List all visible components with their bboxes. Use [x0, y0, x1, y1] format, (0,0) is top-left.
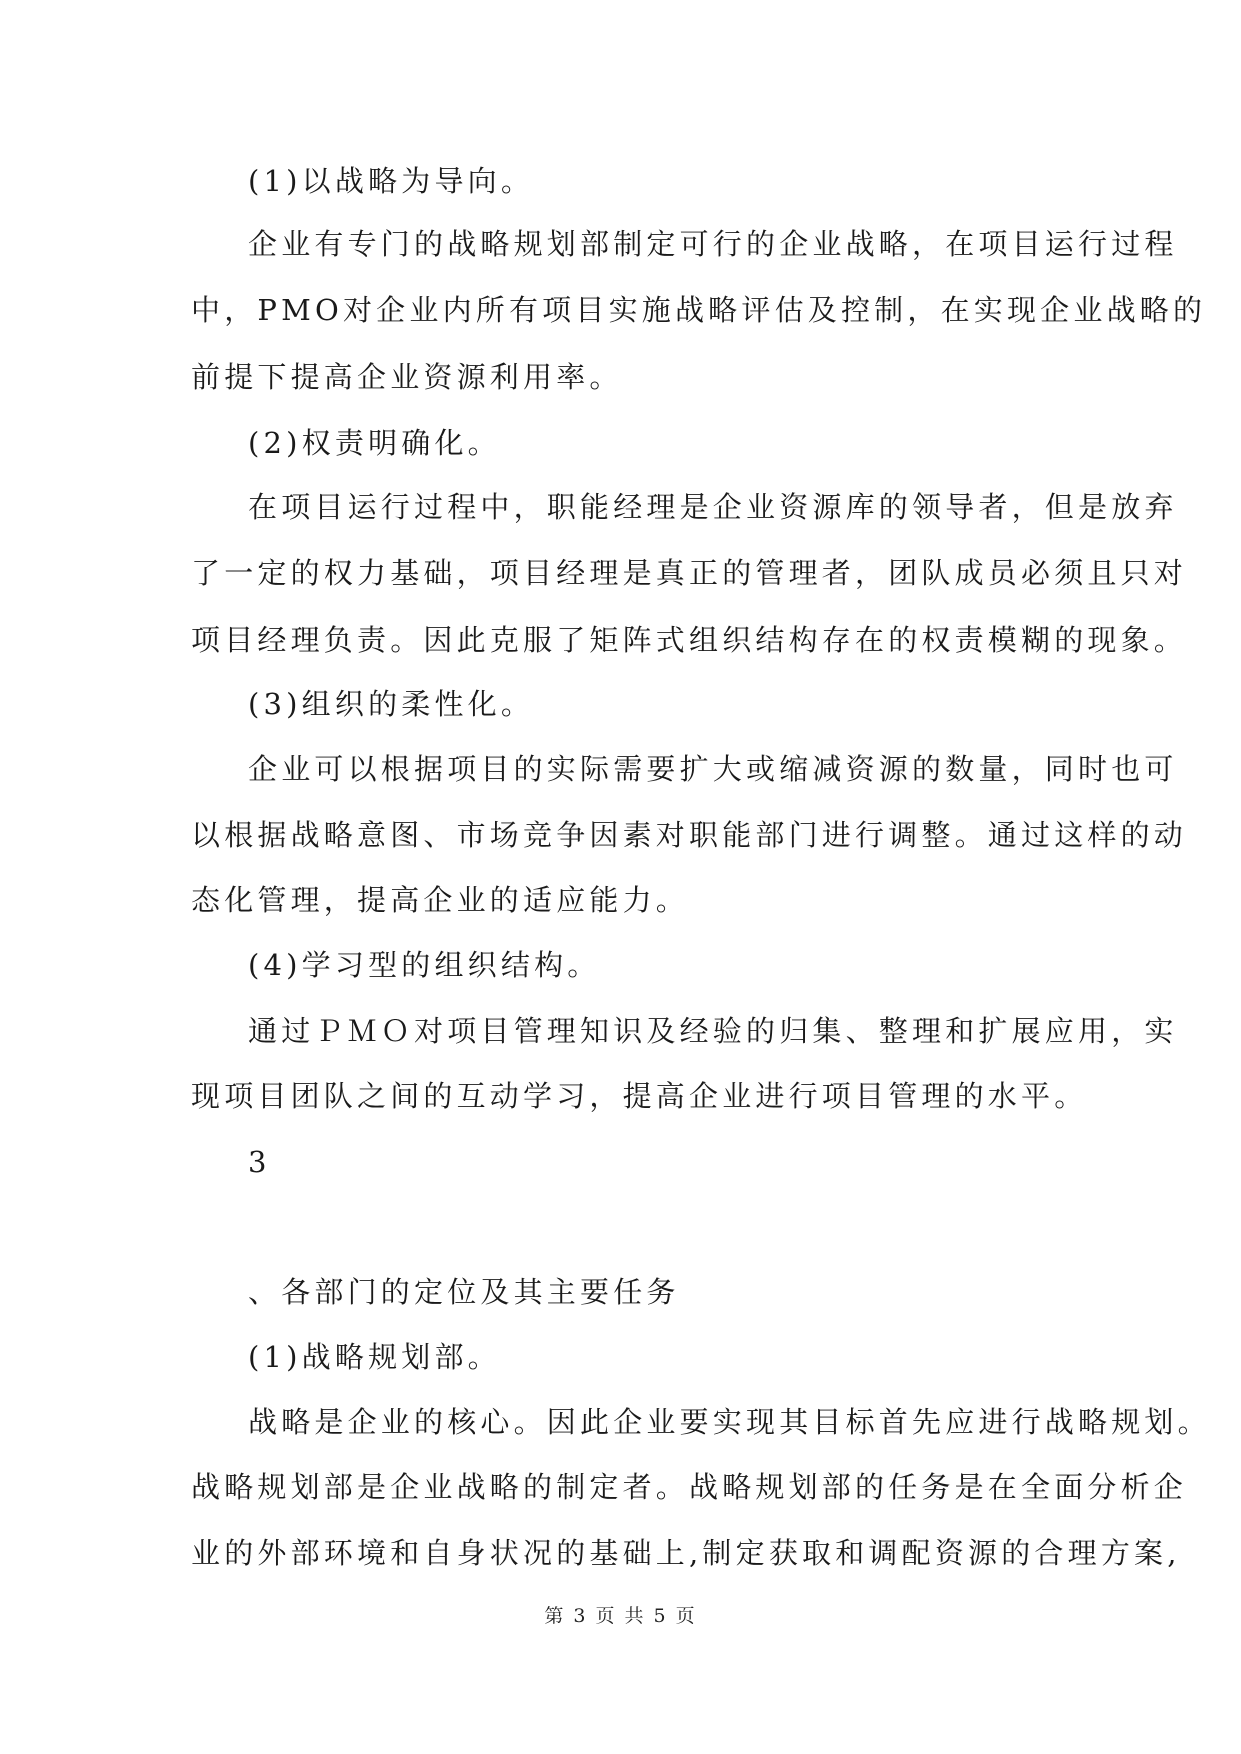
- page-footer: 第 3 页 共 5 页: [544, 1605, 697, 1627]
- paragraph-line: 业的外部环境和自身状况的基础上,制定获取和调配资源的合理方案,: [191, 1536, 1181, 1570]
- paragraph-line: 以根据战略意图、市场竞争因素对职能部门进行调整。通过这样的动: [191, 818, 1188, 852]
- heading-clear-responsibility: (2)权责明确化。: [248, 426, 501, 460]
- heading-strategy-oriented: (1)以战略为导向。: [248, 164, 535, 198]
- paragraph-line: 企业有专门的战略规划部制定可行的企业战略，在项目运行过程: [248, 227, 1178, 261]
- section-title: 、各部门的定位及其主要任务: [248, 1275, 680, 1309]
- paragraph-line: 通过ＰＭＯ对项目管理知识及经验的归集、整理和扩展应用，实: [248, 1014, 1178, 1048]
- paragraph-line: 项目经理负责。因此克服了矩阵式组织结构存在的权责模糊的现象。: [191, 623, 1188, 657]
- paragraph-line: 企业可以根据项目的实际需要扩大或缩减资源的数量，同时也可: [248, 752, 1178, 786]
- paragraph-line: 中，PMO对企业内所有项目实施战略评估及控制，在实现企业战略的: [191, 293, 1207, 327]
- section-number: 3: [248, 1145, 271, 1179]
- heading-strategic-planning-dept: (1)战略规划部。: [248, 1340, 501, 1374]
- paragraph-line: 现项目团队之间的互动学习，提高企业进行项目管理的水平。: [191, 1079, 1088, 1113]
- paragraph-line: 战略规划部是企业战略的制定者。战略规划部的任务是在全面分析企: [191, 1470, 1188, 1504]
- heading-learning-organization: (4)学习型的组织结构。: [248, 948, 601, 982]
- paragraph-line: 态化管理，提高企业的适应能力。: [191, 883, 690, 917]
- paragraph-line: 了一定的权力基础，项目经理是真正的管理者，团队成员必须且只对: [191, 556, 1188, 590]
- heading-flexible-organization: (3)组织的柔性化。: [248, 687, 535, 721]
- paragraph-line: 在项目运行过程中，职能经理是企业资源库的领导者，但是放弃: [248, 490, 1178, 524]
- paragraph-line: 前提下提高企业资源利用率。: [191, 360, 623, 394]
- paragraph-line: 战略是企业的核心。因此企业要实现其目标首先应进行战略规划。: [248, 1405, 1211, 1439]
